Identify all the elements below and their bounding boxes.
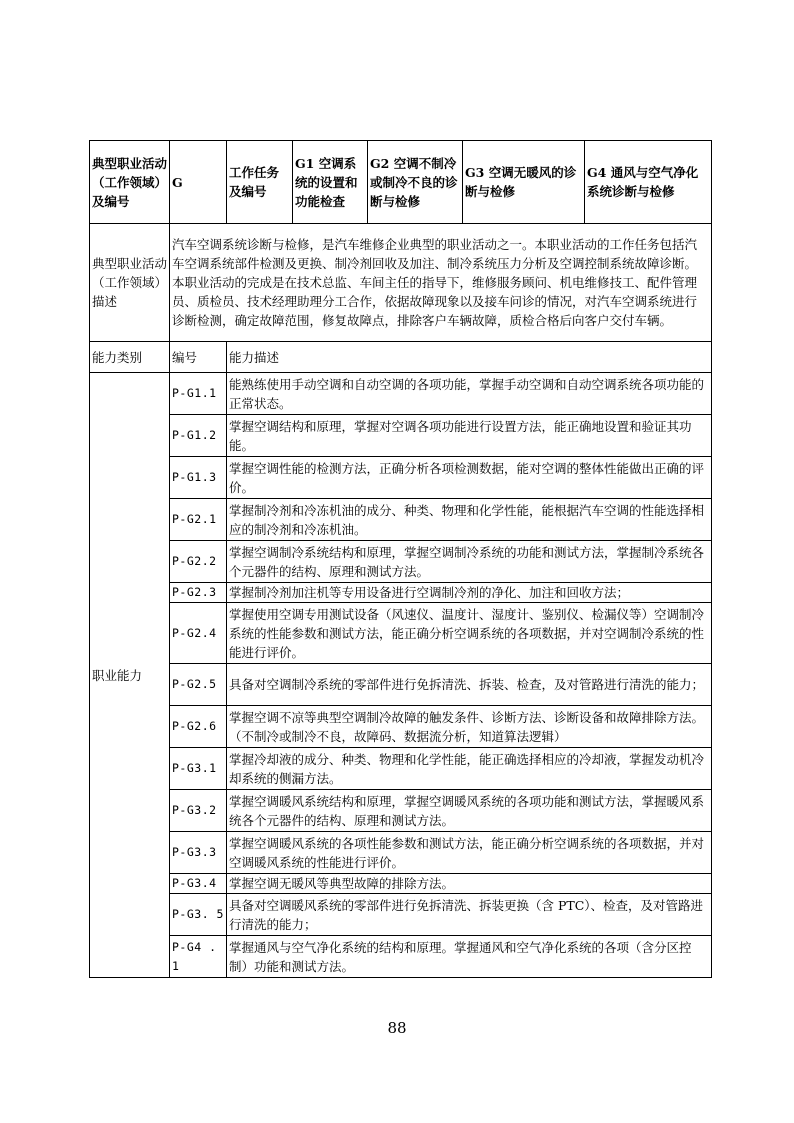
ability-code: P-G1.1 [170,373,227,415]
ability-code: P-G3.4 [170,874,227,894]
description-text: 汽车空调系统诊断与检修，是汽车维修企业典型的职业活动之一。本职业活动的工作任务包括汽车空调系统部件检测及更换、制冷剂回收及加注、制冷系统压力分析及空调控制系统故障诊断。 本职业活动的完成是在技术总监、车间主任的指导下，维修服务顾问、机电维修技工、配件管理员、质检员、技术经理助理分工合作，依据故障现象以及接车问诊的情况，对汽车空调系统进行诊断检测，确定故障范围，修复故障点，排除客户车辆故障，质检合格后向客户交付车辆。 [170,224,712,342]
ability-text: 掌握制冷剂和冷冻机油的成分、种类、物理和化学性能，能根据汽车空调的性能选择相应的制冷剂和冷冻机油。 [227,499,712,541]
page-number: 88 [387,1019,407,1037]
header-task-g3: G3 空调无暖风的诊断与检修 [463,141,585,224]
table-row [90,457,712,499]
header-task-g2: G2 空调不制冷或制冷不良的诊断与检修 [368,141,463,224]
table-row [90,706,712,748]
description-label: 典型职业活动（工作领域）描述 [90,224,170,342]
ability-code: P-G2.5 [170,664,227,706]
table-row [90,373,712,415]
ability-text: 具备对空调制冷系统的零部件进行免拆清洗、拆装、检查，及对管路进行清洗的能力； [227,664,712,706]
table-row [90,790,712,832]
ability-code: P-G2.3 [170,583,227,603]
table-row [90,832,712,874]
ability-text: 能熟练使用手动空调和自动空调的各项功能，掌握手动空调和自动空调系统各项功能的正常状态。 [227,373,712,415]
ability-code: P-G2.1 [170,499,227,541]
ability-table [89,140,725,978]
table-row [90,936,712,978]
ability-text: 具备对空调暖风系统的零部件进行免拆清洗、拆装更换（含 PTC）、检查，及对管路进行清洗的能力； [227,894,712,936]
ability-text: 掌握空调暖风系统结构和原理，掌握空调暖风系统的各项功能和测试方法，掌握暖风系统各个元器件的结构、原理和测试方法。 [227,790,712,832]
ability-text: 掌握通风与空气净化系统的结构和原理。掌握通风和空气净化系统的各项（含分区控制）功能和测试方法。 [227,936,712,978]
header-task-g4: G4 通风与空气净化系统诊断与检修 [585,141,712,224]
ability-text: 掌握冷却液的成分、种类、物理和化学性能，能正确选择相应的冷却液，掌握发动机冷却系统的侧漏方法。 [227,748,712,790]
header-row [90,141,712,224]
ability-code: P-G3.2 [170,790,227,832]
ability-code: P-G3.3 [170,832,227,874]
table-row [90,415,712,457]
ability-text: 掌握空调不凉等典型空调制冷故障的触发条件、诊断方法、诊断设备和故障排除方法。（不制冷或制冷不良，故障码、数据流分析，知道算法逻辑） [227,706,712,748]
ability-code: P-G2.4 [170,603,227,664]
ability-code: P-G3. 5 [170,894,227,936]
ability-text: 掌握空调暖风系统的各项性能参数和测试方法，能正确分析空调系统的各项数据，并对空调暖风系统的性能进行评价。 [227,832,712,874]
header-code: G [170,141,227,224]
ability-code: P-G4 . 1 [170,936,227,978]
ability-code: P-G3.1 [170,748,227,790]
ability-category: 职业能力 [90,373,170,978]
ability-code: P-G2.2 [170,541,227,583]
table-row [90,583,712,603]
column-ability: 能力描述 [227,342,712,373]
table-row [90,499,712,541]
table-row [90,664,712,706]
column-code: 编号 [170,342,227,373]
table-row [90,541,712,583]
ability-code: P-G1.2 [170,415,227,457]
header-task-g1: G1 空调系统的设置和功能检查 [293,141,368,224]
ability-code: P-G2.6 [170,706,227,748]
ability-text: 掌握空调性能的检测方法，正确分析各项检测数据，能对空调的整体性能做出正确的评价。 [227,457,712,499]
ability-text: 掌握空调制冷系统结构和原理，掌握空调制冷系统的功能和测试方法，掌握制冷系统各个元器件的结构、原理和测试方法。 [227,541,712,583]
table-row [90,748,712,790]
ability-text: 掌握使用空调专用测试设备（风速仪、温度计、湿度计、鉴别仪、检漏仪等）空调制冷系统的性能参数和测试方法，能正确分析空调系统的各项数据，并对空调制冷系统的性能进行评价。 [227,603,712,664]
table-row [90,894,712,936]
description-row [90,224,712,342]
ability-code: P-G1.3 [170,457,227,499]
ability-text: 掌握空调无暖风等典型故障的排除方法。 [227,874,712,894]
table-row [90,603,712,664]
ability-text: 掌握空调结构和原理，掌握对空调各项功能进行设置方法，能正确地设置和验证其功能。 [227,415,712,457]
column-category: 能力类别 [90,342,170,373]
table-row [90,874,712,894]
ability-text: 掌握制冷剂加注机等专用设备进行空调制冷剂的净化、加注和回收方法； [227,583,712,603]
column-header-row [90,342,712,373]
header-activity-label: 典型职业活动（工作领域）及编号 [90,141,170,224]
header-task-label: 工作任务及编号 [227,141,293,224]
